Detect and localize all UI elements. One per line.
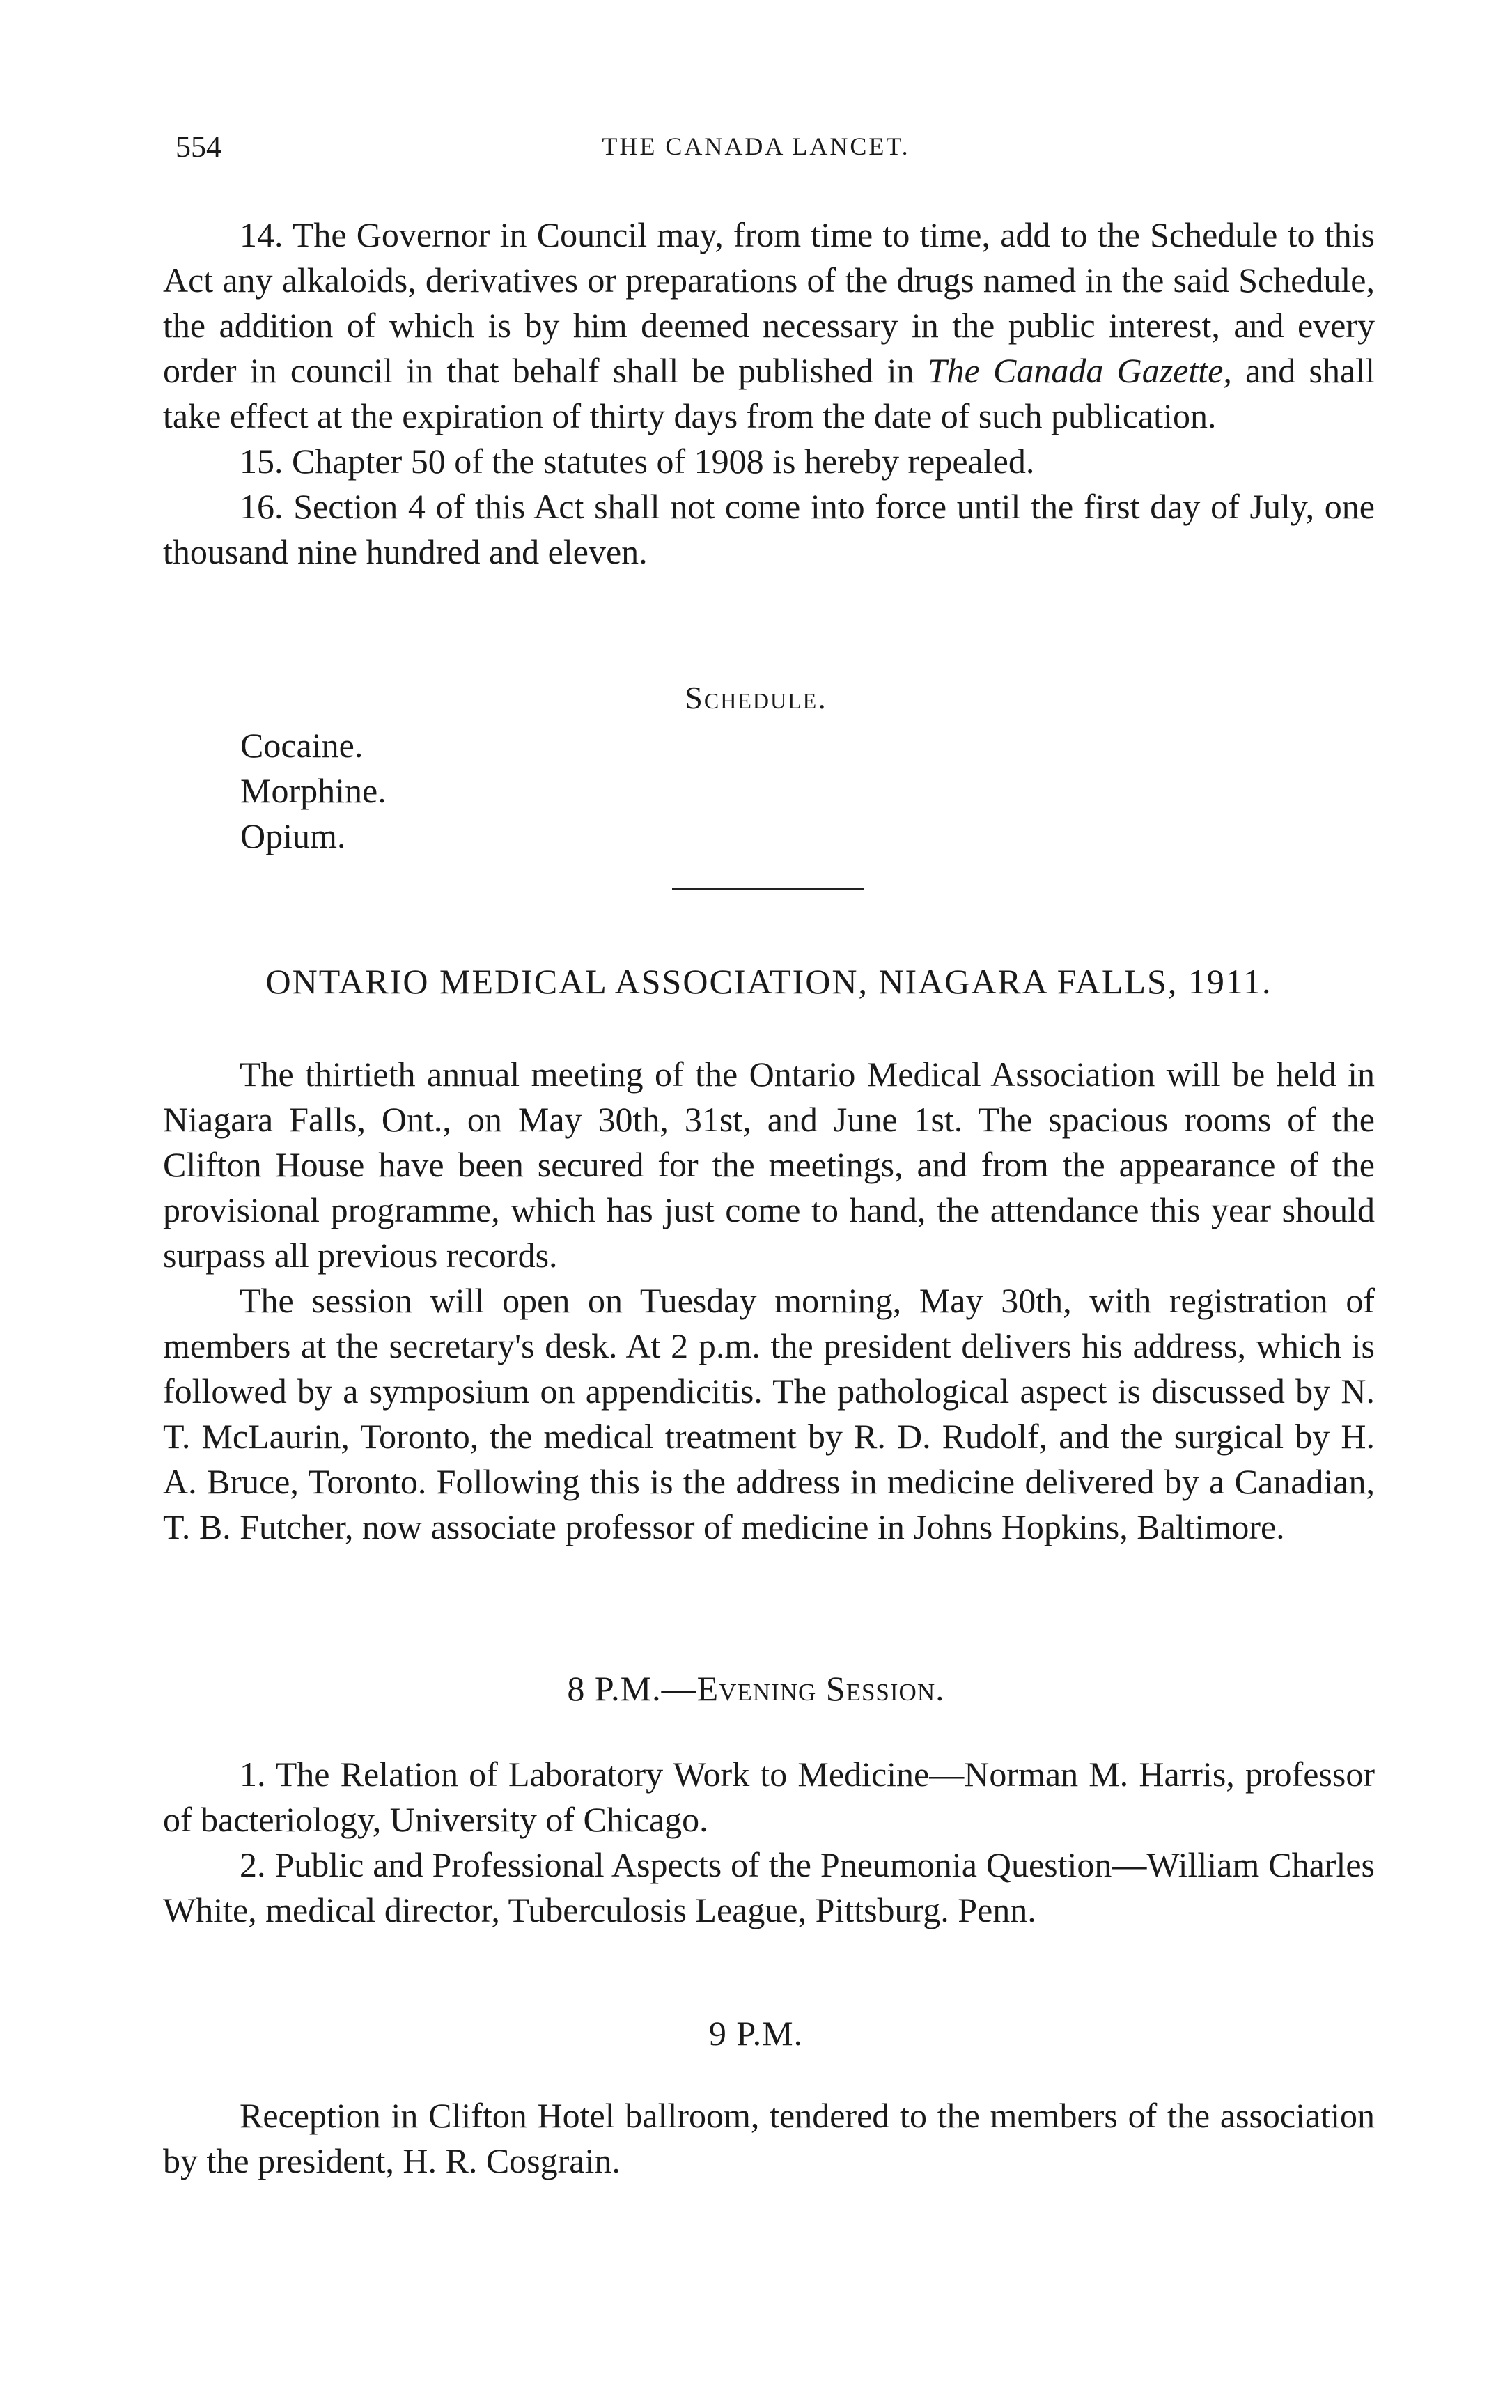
schedule-item: Cocaine. <box>240 726 364 765</box>
program-item: 2. Public and Professional Aspects of the Pneumonia Question—William Charles White, medical director, Tuberculosis League, Pittsburg. Penn. <box>163 1845 1375 1929</box>
journal-title: THE CANADA LANCET. <box>602 132 910 160</box>
night-heading: 9 P.M. <box>708 2014 804 2053</box>
running-head <box>0 129 1512 171</box>
schedule-item: Morphine. <box>240 771 387 810</box>
reception-block <box>163 2093 1375 2184</box>
schedule-list <box>240 723 387 859</box>
reception-paragraph: Reception in Clifton Hotel ballroom, tendered to the members of the association by the president, H. R. Cosgrain. <box>163 2096 1375 2180</box>
article-heading: ONTARIO MEDICAL ASSOCIATION, NIAGARA FALLS, 1911. <box>265 962 1272 1001</box>
article-intro <box>163 1052 1375 1550</box>
section-14: 14. The Governor in Council may, from time to time, add to the Schedule to this Act any alkaloids, derivatives or preparations of the drugs named in the said Schedule, the addition of which is by him deemed necessary in the public interest, and every order in council in that behalf shall be published in The Canada Gazette, and shall take effect at the expiration of thirty days from the date of such publication. <box>163 215 1375 435</box>
evening-session-heading: 8 P.M.—Evening Session. <box>567 1669 945 1708</box>
program-item: 1. The Relation of Laboratory Work to Medicine—Norman M. Harris, professor of bacteriology, University of Chicago. <box>163 1755 1375 1839</box>
schedule-item: Opium. <box>240 816 346 855</box>
act-sections <box>163 212 1375 575</box>
article-paragraph: The session will open on Tuesday morning, May 30th, with registration of members at the secretary's desk. At 2 p.m. the president delivers his address, which is followed by a symposium on appendicitis. The pathological aspect is discussed by N. T. McLaurin, Toronto, the medical treatment by R. D. Rudolf, and the surgical by H. A. Bruce, Toronto. Following this is the address in medicine delivered by a Canadian, T. B. Futcher, now associate professor of medicine in Johns Hopkins, Baltimore. <box>163 1281 1375 1546</box>
schedule-heading: Schedule. <box>685 680 827 715</box>
section-15: 15. Chapter 50 of the statutes of 1908 is hereby repealed. <box>240 442 1035 481</box>
article-paragraph: The thirtieth annual meeting of the Ontario Medical Association will be held in Niagara Falls, Ont., on May 30th, 31st, and June 1st. The spacious rooms of the Clifton House have been secured for the meetings, and from the appearance of the provisional programme, which has just come to hand, the attendance this year should surpass all previous records. <box>163 1055 1375 1275</box>
section-16: 16. Section 4 of this Act shall not come into force until the first day of July, one thousand nine hundred and eleven. <box>163 487 1375 571</box>
gazette-title: The Canada Gazette, <box>927 351 1232 390</box>
section-divider <box>672 888 864 890</box>
evening-session-list <box>163 1752 1375 1933</box>
page-number: 554 <box>176 130 221 164</box>
